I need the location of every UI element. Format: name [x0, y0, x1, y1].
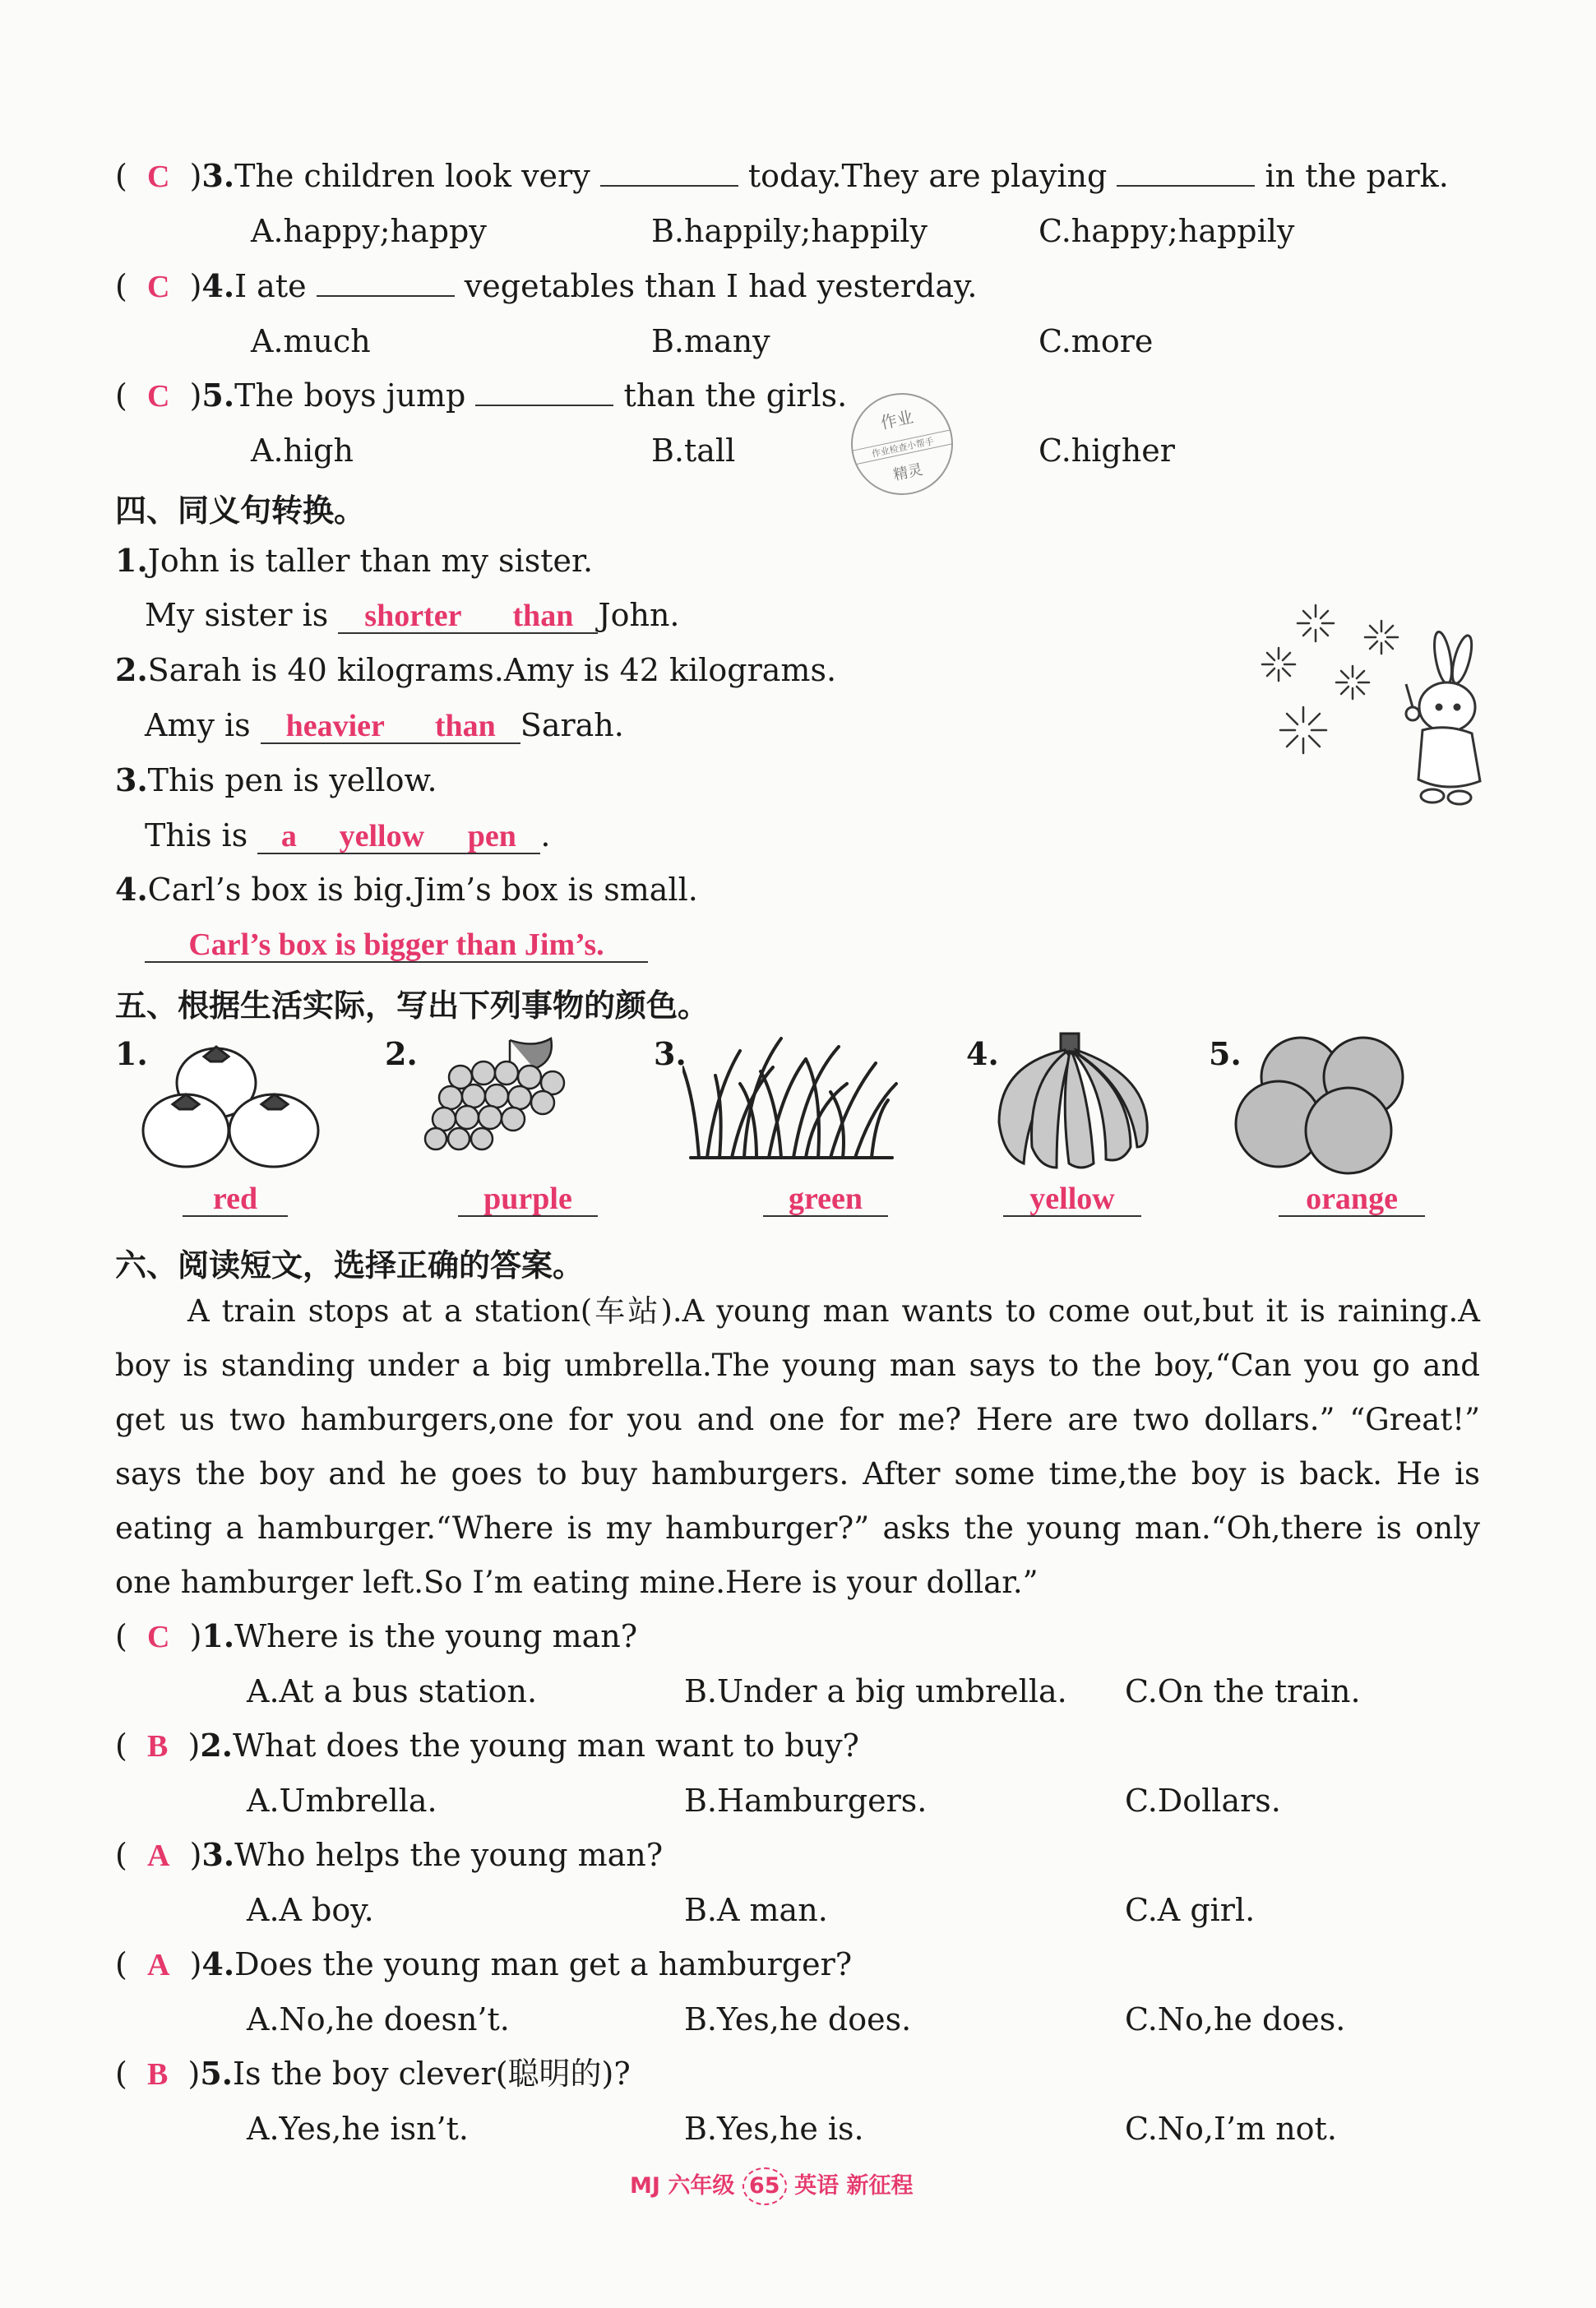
- option-b: B.Under a big umbrella.: [684, 1673, 1067, 1709]
- stamp-text: 作业: [878, 406, 915, 433]
- fill-answer: heavier: [261, 710, 410, 744]
- homework-stamp: [841, 383, 962, 504]
- rewrite-answer-4: [145, 924, 648, 964]
- question-number: 3.: [201, 1836, 235, 1873]
- rewrite-sentence-1: [115, 541, 593, 580]
- sentence-part: .: [540, 817, 551, 853]
- fill-answer: a: [257, 820, 320, 854]
- firework-icon: [1365, 621, 1398, 654]
- option-b: B.tall: [651, 432, 736, 469]
- sentence-part: Sarah.: [520, 707, 624, 743]
- page-number: 65: [742, 2167, 787, 2205]
- answer-mark: C: [146, 379, 170, 414]
- mc-question-5: ( C )5.The boys jump than the girls.: [115, 377, 848, 414]
- color-answer-1: [183, 1178, 288, 1218]
- fill-answer: yellow: [1003, 1182, 1141, 1217]
- original-sentence: Carl’s box is big.Jim’s box is small.: [147, 872, 698, 908]
- rewrite-answer-1: [145, 595, 680, 635]
- sentence-part: John.: [598, 597, 680, 633]
- fill-answer: Carl’s box is bigger than Jim’s.: [145, 928, 648, 963]
- item-number: 2.: [385, 1035, 418, 1072]
- reading-question-3: ( A )3.Who helps the young man?: [115, 1836, 664, 1873]
- fill-answer: red: [183, 1182, 288, 1217]
- question-number: 3.: [201, 157, 235, 194]
- rewrite-answer-2: [145, 705, 624, 745]
- option-a: A.Yes,he isn’t.: [247, 2111, 469, 2147]
- question-text: today.They are playing: [747, 158, 1108, 194]
- orange-icon: [1233, 1032, 1410, 1176]
- option-a: A.happy;happy: [251, 213, 487, 249]
- question-number: 5.: [200, 2055, 233, 2092]
- reading-question-1: ( C )1.Where is the young man?: [115, 1617, 638, 1654]
- question-number: 1.: [115, 542, 148, 579]
- question-text: The children look very: [234, 158, 590, 194]
- question-text: Where is the young man?: [234, 1618, 638, 1654]
- rewrite-sentence-3: [115, 761, 437, 800]
- option-b: B.Yes,he is.: [684, 2111, 864, 2147]
- question-number: 4.: [201, 1945, 235, 1982]
- answer-mark: C: [146, 270, 170, 304]
- rewrite-answer-3: [145, 816, 550, 855]
- original-sentence: Sarah is 40 kilograms.Amy is 42 kilograms.: [147, 652, 837, 688]
- answer-mark: A: [146, 1839, 170, 1873]
- mc-question-4: ( C )4.I ate vegetables than I had yesterday.: [115, 267, 978, 304]
- item-number: 4.: [966, 1035, 999, 1072]
- question-text: Is the boy clever(聪明的)?: [233, 2056, 631, 2092]
- original-sentence: John is taller than my sister.: [147, 543, 594, 579]
- rewrite-sentence-4: [115, 870, 698, 909]
- fill-answer: yellow: [320, 820, 443, 854]
- option-a: A.At a bus station.: [247, 1673, 538, 1709]
- bunny-fireworks-illustration: [1242, 592, 1497, 822]
- item-number: 3.: [654, 1035, 687, 1072]
- color-answer-4: [1003, 1178, 1141, 1218]
- fill-answer: than: [488, 599, 598, 634]
- answer-mark: B: [146, 2057, 169, 2092]
- question-number: 1.: [201, 1617, 235, 1654]
- option-c: C.happy;happily: [1039, 213, 1295, 249]
- section-title: 四、同义句转换。: [115, 493, 366, 529]
- option-a: A.much: [251, 323, 371, 359]
- item-number: 5.: [1209, 1035, 1242, 1072]
- question-text: What does the young man want to buy?: [233, 1728, 859, 1764]
- answer-blank: [600, 157, 738, 187]
- firework-icon: [1280, 707, 1326, 753]
- stamp-text: 作业检查小帮手: [853, 430, 952, 465]
- sentence-part: This is: [145, 817, 248, 853]
- section-title: 五、根据生活实际，写出下列事物的颜色。: [115, 987, 710, 1024]
- question-number: 2.: [200, 1727, 233, 1764]
- option-c: C.No,I’m not.: [1125, 2111, 1337, 2147]
- answer-blank: [475, 377, 613, 406]
- grass-icon: [682, 1034, 900, 1166]
- reading-passage: A train stops at a station(车站).A young man wants to come out,but it is raining.A boy is standing under a big umbrella.The young man says to the boy,“Can you go and get us two hamburgers,one for you and one for me? Here are two dollars.” “Great!” says the boy and he goes to buy hamburgers. After some time,the boy is back. He is eating a hamburger.“Where is my hamburger?” asks the young man.“Oh,there is only one hamburger left.So I’m eating mine.Here is your dollar.”: [115, 1293, 1480, 1600]
- option-b: B.A man.: [684, 1892, 828, 1928]
- question-text: Who helps the young man?: [234, 1837, 664, 1873]
- stamp-text: 精灵: [891, 460, 925, 484]
- firework-icon: [1298, 605, 1334, 641]
- answer-blank: [317, 267, 455, 297]
- banana-icon: [991, 1032, 1155, 1172]
- firework-icon: [1262, 648, 1295, 681]
- rewrite-sentence-2: [115, 650, 836, 690]
- answer-mark: C: [146, 160, 170, 194]
- color-answer-2: [458, 1178, 598, 1218]
- question-text: I ate: [234, 268, 307, 304]
- option-a: A.A boy.: [247, 1892, 374, 1928]
- original-sentence: This pen is yellow.: [147, 762, 437, 798]
- option-c: C.higher: [1039, 432, 1175, 469]
- fill-answer: than: [410, 710, 520, 744]
- fill-answer: green: [763, 1182, 888, 1217]
- bunny-icon: [1406, 631, 1480, 804]
- sentence-part: Amy is: [145, 707, 251, 743]
- fill-answer: shorter: [338, 599, 488, 634]
- answer-mark: B: [146, 1729, 169, 1764]
- footer-book-title: 英语 新征程: [794, 2173, 914, 2199]
- color-answer-3: [763, 1178, 888, 1218]
- question-text: The boys jump: [234, 377, 466, 414]
- question-number: 4.: [201, 267, 235, 304]
- option-b: B.many: [651, 323, 770, 359]
- question-number: 3.: [115, 761, 148, 798]
- color-answer-5: [1279, 1178, 1425, 1218]
- option-c: C.No,he does.: [1125, 2001, 1346, 2037]
- item-number: 1.: [115, 1035, 148, 1072]
- section-title: 六、阅读短文，选择正确的答案。: [115, 1247, 585, 1284]
- option-b: B.Hamburgers.: [684, 1783, 928, 1819]
- question-text: in the park.: [1265, 158, 1449, 194]
- fill-answer: purple: [458, 1182, 598, 1217]
- option-a: A.Umbrella.: [247, 1783, 437, 1819]
- question-number: 2.: [115, 651, 148, 688]
- mc-question-3: ( C )3.The children look very today.They are playing in the park.: [115, 157, 1449, 194]
- option-c: C.Dollars.: [1125, 1783, 1281, 1819]
- fill-answer: orange: [1279, 1182, 1425, 1217]
- footer-grade: MJ 六年级: [630, 2173, 735, 2199]
- answer-mark: A: [146, 1948, 170, 1982]
- option-a: A.high: [251, 432, 354, 469]
- answer-blank: [1117, 157, 1255, 187]
- question-text: than the girls.: [623, 377, 848, 414]
- question-number: 5.: [201, 377, 235, 414]
- tomato-icon: [138, 1032, 327, 1172]
- reading-question-2: ( B )2.What does the young man want to buy?: [115, 1727, 859, 1764]
- page-footer: [630, 2167, 914, 2205]
- reading-question-5: ( B )5.Is the boy clever(聪明的)?: [115, 2055, 631, 2092]
- option-b: B.Yes,he does.: [684, 2001, 912, 2037]
- reading-question-4: ( A )4.Does the young man get a hamburger?: [115, 1945, 853, 1982]
- option-c: C.A girl.: [1125, 1892, 1256, 1928]
- option-a: A.No,he doesn’t.: [247, 2001, 510, 2037]
- question-number: 4.: [115, 871, 148, 908]
- question-text: Does the young man get a hamburger?: [234, 1946, 853, 1982]
- option-b: B.happily;happily: [651, 213, 928, 249]
- answer-mark: C: [146, 1620, 170, 1654]
- fill-answer: pen: [443, 820, 540, 854]
- grapes-icon: [411, 1032, 592, 1172]
- firework-icon: [1336, 666, 1369, 699]
- option-c: C.On the train.: [1125, 1673, 1361, 1709]
- option-c: C.more: [1039, 323, 1154, 359]
- sentence-part: My sister is: [145, 597, 329, 633]
- question-text: vegetables than I had yesterday.: [464, 268, 978, 304]
